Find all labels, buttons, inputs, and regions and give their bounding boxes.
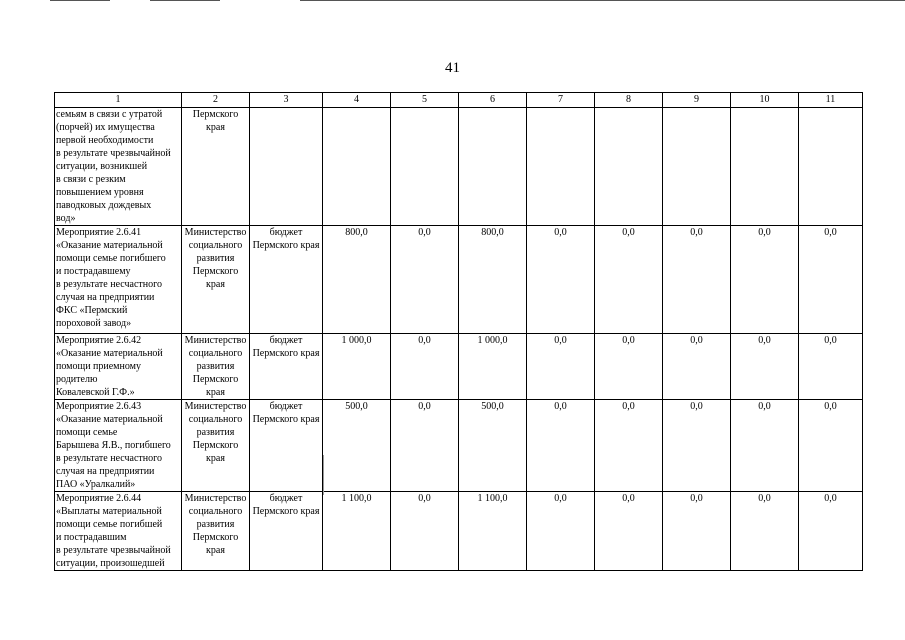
- table-row: [55, 400, 863, 492]
- value-cell: 0,0: [663, 400, 731, 492]
- value-cell: 0,0: [595, 400, 663, 492]
- value-cell: 0,0: [731, 492, 799, 571]
- value-cell: [391, 108, 459, 226]
- value-cell: [799, 108, 863, 226]
- value-cell: 0,0: [799, 334, 863, 400]
- activity-name-cell: семьям в связи с утратой (порчей) их имущества первой необходимости в результате чрезвычайной ситуации, возникшей в связи с резким повышением уровня паводковых дождевых вод»: [55, 108, 182, 226]
- value-cell: [323, 108, 391, 226]
- value-cell: 0,0: [663, 334, 731, 400]
- value-cell: 0,0: [391, 226, 459, 334]
- value-cell: 0,0: [391, 334, 459, 400]
- value-cell: 0,0: [527, 226, 595, 334]
- value-cell: 0,0: [663, 492, 731, 571]
- column-number-row: [55, 93, 863, 108]
- column-header: 3: [250, 93, 323, 108]
- value-cell: 0,0: [663, 226, 731, 334]
- column-header: 7: [527, 93, 595, 108]
- value-cell: 0,0: [799, 400, 863, 492]
- value-cell: 1 100,0: [323, 492, 391, 571]
- value-cell: [459, 108, 527, 226]
- value-cell: 0,0: [595, 334, 663, 400]
- value-cell: 1 100,0: [459, 492, 527, 571]
- executor-cell: Пермского края: [182, 108, 250, 226]
- budget-table: [54, 92, 863, 571]
- table-row: [55, 226, 863, 334]
- value-cell: 0,0: [527, 334, 595, 400]
- value-cell: 0,0: [527, 400, 595, 492]
- executor-cell: Министерство социального развития Пермского края: [182, 334, 250, 400]
- scan-artifact: [323, 455, 324, 495]
- value-cell: 0,0: [595, 226, 663, 334]
- funding-source-cell: бюджет Пермского края: [250, 334, 323, 400]
- value-cell: 0,0: [527, 492, 595, 571]
- executor-cell: Министерство социального развития Пермского края: [182, 492, 250, 571]
- value-cell: 0,0: [731, 334, 799, 400]
- funding-source-cell: [250, 108, 323, 226]
- column-header: 1: [55, 93, 182, 108]
- column-header: 9: [663, 93, 731, 108]
- executor-cell: Министерство социального развития Пермского края: [182, 400, 250, 492]
- column-header: 10: [731, 93, 799, 108]
- activity-name-cell: Мероприятие 2.6.41 «Оказание материальной помощи семье погибшего и пострадавшему в результате несчастного случая на предприятии ФКС «Пермский пороховой завод»: [55, 226, 182, 334]
- value-cell: [595, 108, 663, 226]
- column-header: 11: [799, 93, 863, 108]
- scan-top-edge-right: [300, 0, 905, 1]
- value-cell: 800,0: [459, 226, 527, 334]
- activity-name-cell: Мероприятие 2.6.42 «Оказание материальной помощи приемному родителю Ковалевской Г.Ф.»: [55, 334, 182, 400]
- scan-top-edge-left: [50, 0, 110, 1]
- activity-name-cell: Мероприятие 2.6.43 «Оказание материальной помощи семье Барышева Я.В., погибшего в результате несчастного случая на предприятии ПАО «Уралкалий»: [55, 400, 182, 492]
- table-row: [55, 108, 863, 226]
- table-row: [55, 334, 863, 400]
- scan-top-edge-mid: [150, 0, 220, 1]
- value-cell: 500,0: [323, 400, 391, 492]
- value-cell: 0,0: [799, 226, 863, 334]
- table-row: [55, 492, 863, 571]
- value-cell: 0,0: [731, 400, 799, 492]
- funding-source-cell: бюджет Пермского края: [250, 226, 323, 334]
- value-cell: [527, 108, 595, 226]
- value-cell: [731, 108, 799, 226]
- value-cell: 1 000,0: [459, 334, 527, 400]
- page-number: 41: [445, 60, 460, 76]
- value-cell: 0,0: [391, 400, 459, 492]
- value-cell: 1 000,0: [323, 334, 391, 400]
- value-cell: 0,0: [799, 492, 863, 571]
- value-cell: 0,0: [595, 492, 663, 571]
- funding-source-cell: бюджет Пермского края: [250, 400, 323, 492]
- value-cell: 0,0: [731, 226, 799, 334]
- column-header: 8: [595, 93, 663, 108]
- activity-name-cell: Мероприятие 2.6.44 «Выплаты материальной помощи семье погибшей и пострадавшим в результате чрезвычайной ситуации, произошедшей: [55, 492, 182, 571]
- executor-cell: Министерство социального развития Пермского края: [182, 226, 250, 334]
- column-header: 2: [182, 93, 250, 108]
- value-cell: 800,0: [323, 226, 391, 334]
- value-cell: 0,0: [391, 492, 459, 571]
- column-header: 4: [323, 93, 391, 108]
- column-header: 5: [391, 93, 459, 108]
- value-cell: [663, 108, 731, 226]
- funding-source-cell: бюджет Пермского края: [250, 492, 323, 571]
- column-header: 6: [459, 93, 527, 108]
- value-cell: 500,0: [459, 400, 527, 492]
